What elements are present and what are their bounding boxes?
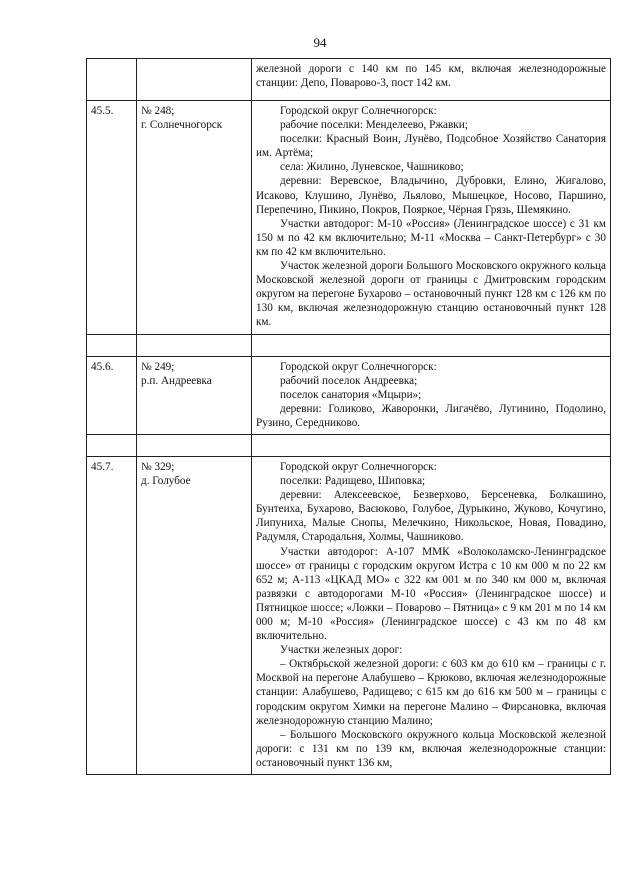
desc-paragraph: поселки: Красный Воин, Лунёво, Подсобное Хозяйство Санатория им. Артёма; [256,133,606,160]
row-description [252,456,611,774]
row-name [137,101,252,335]
desc-paragraph: поселок санатория «Мцыри»; [280,388,422,401]
zones-table [86,58,611,775]
row-name [137,356,252,434]
desc-paragraph: рабочий поселок Андреевка; [280,374,418,387]
desc-paragraph: Городской округ Солнечногорск: [280,460,437,473]
desc-paragraph: Городской округ Солнечногорск: [280,105,437,117]
row-spacer [87,434,611,456]
row-name-line2: р.п. Андреевка [141,374,212,387]
row-spacer [87,334,611,356]
desc-paragraph: деревни: Веревское, Владычино, Дубровки, Елино, Жигалово, Исаково, Клушино, Лунёво, Льялово, Мышецкое, Носово, Паршино, Перепечино, Пикино, Покров, Пояркое, Чёрная Грязь, Шемякино. [256,175,606,216]
desc-paragraph: Участки автодорог: М-10 «Россия» (Ленинградское шоссе) с 31 км 150 м по 42 км включительно; М-11 «Москва – Санкт-Петербург» с 30 км по 42 км включительно. [256,217,606,258]
table-row-continuation [87,59,611,101]
desc-paragraph: поселки: Радищево, Шиповка; [280,475,426,488]
row-number: 45.6. [87,356,137,434]
desc-paragraph: деревни: Алексеевское, Безверхово, Берсеневка, Болкашино, Бунтеиха, Бухарово, Васюково, Голубое, Дурыкино, Жуково, Кочугино, Липуниха, Малые Снопы, Мелечкино, Никольское, Новая, Повадино, Радумля, Стародальня, Холмы, Чашниково. [256,489,606,544]
row-name-line2: г. Солнечногорск [141,119,223,132]
desc-paragraph: – Октябрьской железной дороги: с 603 км до 610 км – границы с г. Москвой на перегоне Алабушево – Крюково, включая железнодорожные станции: Алабушево, Радищево; с 615 км до 616 км 500 м – границы с городским округом Химки на перегоне Малино – Фирсановка, включая железнодорожную станцию Малино; [256,658,606,727]
desc-paragraph: – Большого Московского окружного кольца Московской железной дороги: с 131 км по 139 км, включая железнодорожные станции: остановочный пункт 136 км, [256,728,606,769]
table-row-45-6 [87,356,611,434]
desc-paragraph: Городской округ Солнечногорск: [280,360,437,373]
row-description [252,356,611,434]
row-name-line1: № 248; [141,105,175,117]
row-description [252,101,611,335]
desc-paragraph: рабочие поселки: Менделеево, Ржавки; [280,119,468,132]
desc-paragraph: Участки железных дорог: [280,644,403,657]
table-row-45-5 [87,101,611,335]
desc-paragraph: деревни: Голиково, Жаворонки, Лигачёво, Лугинино, Подолино, Рузино, Середниково. [256,402,606,429]
row-name [137,456,252,774]
row-name-line1: № 329; [141,460,175,473]
desc-paragraph: Участок железной дороги Большого Московского окружного кольца Московской железной дороги от границы с Дмитровским городским округом на перегоне Бухарово – остановочный пункт 128 км с 126 км по 130 км, включая железнодорожную станцию остановочный пункт 128 км. [256,260,606,329]
cell-num-empty [87,59,137,101]
page-number: 94 [313,35,327,50]
row-number: 45.5. [87,101,137,335]
row-name-line1: № 249; [141,360,175,373]
row-name-line2: д. Голубое [141,475,191,488]
row-number: 45.7. [87,456,137,774]
desc-paragraph: села: Жилино, Луневское, Чашниково; [280,161,464,174]
cell-name-empty [137,59,252,101]
cell-desc-continuation [252,59,611,101]
table-row-45-7 [87,456,611,774]
desc-paragraph: железной дороги с 140 км по 145 км, включая железнодорожные станции: Депо, Поварово-3, пост 142 км. [256,63,606,90]
desc-paragraph: Участки автодорог: А-107 ММК «Волоколамско-Ленинградское шоссе» от границы с городским округом Истра с 10 км 000 м по 22 км 652 м; А-113 «ЦКАД МО» с 322 км 001 м по 340 км 000 м, включая развязки с автодорогами М-10 «Россия» (Ленинградское шоссе) и Пятницкое шоссе; «Ложки – Поварово – Пятница» с 9 км 201 м по 14 км 000 м; М-10 «Россия» (Ленинградское шоссе) с 43 км по 48 км включительно. [256,545,606,643]
